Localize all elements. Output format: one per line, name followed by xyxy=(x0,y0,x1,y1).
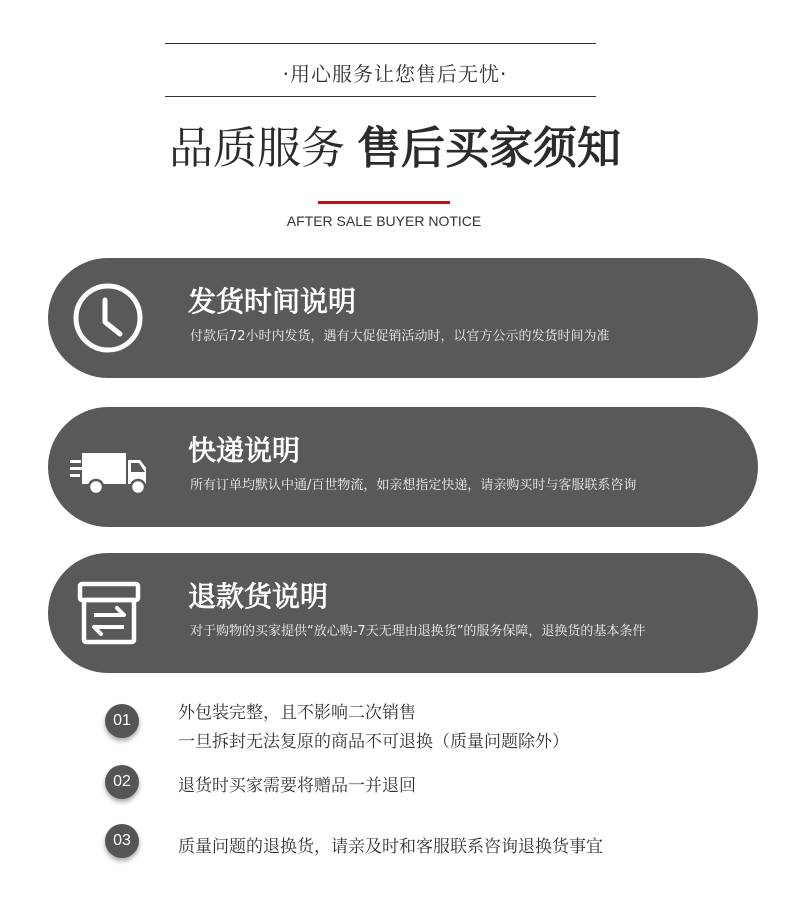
card-title: 快递说明 xyxy=(188,434,301,467)
card-description: 对于购物的买家提供“放心购-7天无理由退换货”的服务保障，退换货的基本条件 xyxy=(190,624,646,639)
header-bottom-line xyxy=(165,96,596,97)
clock-icon xyxy=(70,280,146,356)
note-line: 退货时买家需要将赠品一并退回 xyxy=(178,776,416,796)
note-number-badge: 03 xyxy=(105,824,139,858)
delivery-truck-icon xyxy=(70,429,146,505)
card-shipping-time xyxy=(48,258,758,378)
page-title-bold: 售后买家须知 xyxy=(357,123,621,174)
return-box-icon xyxy=(70,575,146,651)
card-express xyxy=(48,407,758,527)
page-title xyxy=(0,112,790,176)
note-item xyxy=(178,833,603,862)
header-top-line xyxy=(165,43,596,44)
note-item xyxy=(178,699,569,757)
card-description: 所有订单均默认中通/百世物流，如亲想指定快递，请亲购买时与客服联系咨询 xyxy=(190,478,637,493)
note-number-badge: 02 xyxy=(105,765,139,799)
note-line: 质量问题的退换货，请亲及时和客服联系咨询退换货事宜 xyxy=(178,837,603,857)
card-refund-return xyxy=(48,553,758,673)
card-title: 发货时间说明 xyxy=(188,285,357,318)
tagline: ·用心服务让您售后无忧· xyxy=(282,62,508,86)
card-description: 付款后72小时内发货，遇有大促促销活动时，以官方公示的发货时间为准 xyxy=(190,329,610,344)
english-subtitle: AFTER SALE BUYER NOTICE xyxy=(286,213,482,229)
note-line: 一旦拆封无法复原的商品不可退换（质量问题除外） xyxy=(178,732,569,752)
note-item xyxy=(178,772,416,801)
page-title-light: 品质服务 xyxy=(169,123,345,174)
card-title: 退款货说明 xyxy=(188,580,329,613)
note-line: 外包装完整，且不影响二次销售 xyxy=(178,703,416,723)
accent-divider xyxy=(318,201,450,204)
note-number-badge: 01 xyxy=(105,704,139,738)
